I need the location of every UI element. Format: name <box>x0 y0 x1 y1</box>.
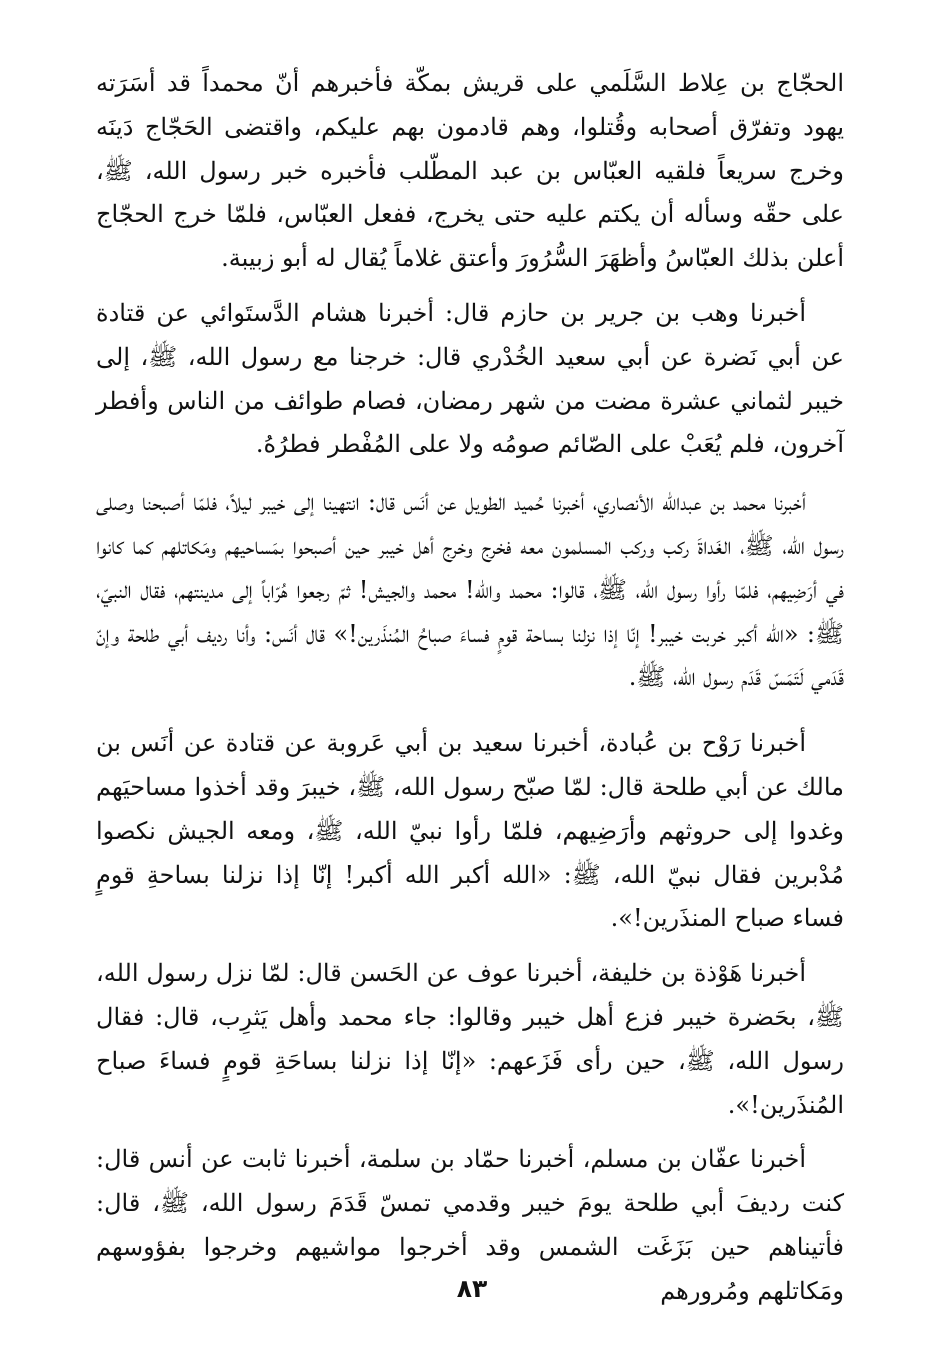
paragraph-4: أخبرنا رَوْح بن عُبادة، أخبرنا سعيد بن أبي عَروبة عن قتادة عن أنَس بن مالك عن أبي طلحة قال: لمّا صبّح رسول الله، ﷺ، خيبرَ وقد أخذوا مساحيَهم وغدوا إلى حروثهم وأرَضِيهم، فلمّا رأوا نبيّ الله، ﷺ، ومعه الجيش نكصوا مُدْبرين فقال نبيّ الله، ﷺ: «الله أكبر الله أكبر! إنّا إذا نزلنا بساحةِ قومٍ فساء صباح المنذَرين!». <box>96 729 844 933</box>
paragraph-6: أخبرنا عفّان بن مسلم، أخبرنا حمّاد بن سلمة، أخبرنا ثابت عن أنس قال: كنت رديفَ أبي طلحة يومَ خيبر وقدمي تمسّ قَدَمَ رسول الله، ﷺ، قال: فأتيناهم حين بَزَغَت الشمس وقد أخرجوا مواشيهم وخرجوا بفؤوسهم ومَكاتلهم ومُرورهم <box>96 1145 844 1305</box>
page-number: ٨٣ <box>456 1274 488 1303</box>
paragraph-1: الحجّاج بن عِلاط السَّلَمي على قريش بمكّة فأخبرهم أنّ محمداً قد أسَرَته يهود وتفرّق أصحابه وقُتلوا، وهم قادمون بهم عليكم، واقتضى الحَجّاج دَينَه وخرج سريعاً فلقيه العبّاس بن عبد المطّلب فأخبره خبر رسول الله، ﷺ، على حقّه وسأله أن يكتم عليه حتى يخرج، ففعل العبّاس، فلمّا خرج الحجّاج أعلن بذلك العبّاسُ وأظهَرَ السُّرُورَ وأعتق غلاماً يُقال له أبو زبيبة. <box>96 69 844 273</box>
paragraph-3: أخبرنا محمد بن عبدالله الأنصاري، أخبرنا حُميد الطويل عن أنَس قال: انتهينا إلى خيبر ليلاً، فلمّا أصبحنا وصلى رسول الله، ﷺ، الغَداةَ ركب وركب المسلمون معه فخرج وخرج أهل خيبر حين أصبحوا بمَساحيهم ومَكاتلهم كما كانوا في أرَضِيهم، فلمّا رأوا رسول الله، ﷺ، قالوا: محمد والله! محمد والجيش! ثمّ رجعوا هُرّاباً إلى مدينتهم، فقال النبيّ، ﷺ: «الله أكبر خربت خيبر! إنّا إذا نزلنا بساحة قومٍ فساءَ صباحُ المُنذَرين!» قال أنَس: وأنا رديف أبي طلحة وإنّ قَدَمي لَتَمَسّ قَدَم رسول الله، ﷺ. <box>96 488 844 692</box>
paragraph-2: أخبرنا وهب بن جرير بن حازم قال: أخبرنا هشام الدَّستَوائي عن قتادة عن أبي نَضرة عن أبي سعيد الخُدْري قال: خرجنا مع رسول الله، ﷺ، إلى خيبر لثماني عشرة مضت من شهر رمضان، فصام طوائف من الناس وأفطر آخرون، فلم يُعَبْ على الصّائم صومُه ولا على المُفْطر فطرُهُ. <box>96 298 844 459</box>
document-body <box>96 62 844 1314</box>
paragraph-5: أخبرنا هَوْذة بن خليفة، أخبرنا عوف عن الحَسن قال: لمّا نزل رسول الله، ﷺ، بحَضرة خيبر فزع أهل خيبر وقالوا: جاء محمد وأهل يَثرِب، قال: فقال رسول الله، ﷺ، حين رأى فَزَعهم: «إنّا إذا نزلنا بساحَةِ قومٍ فساءَ صباح المُنذَرين!». <box>96 959 844 1119</box>
